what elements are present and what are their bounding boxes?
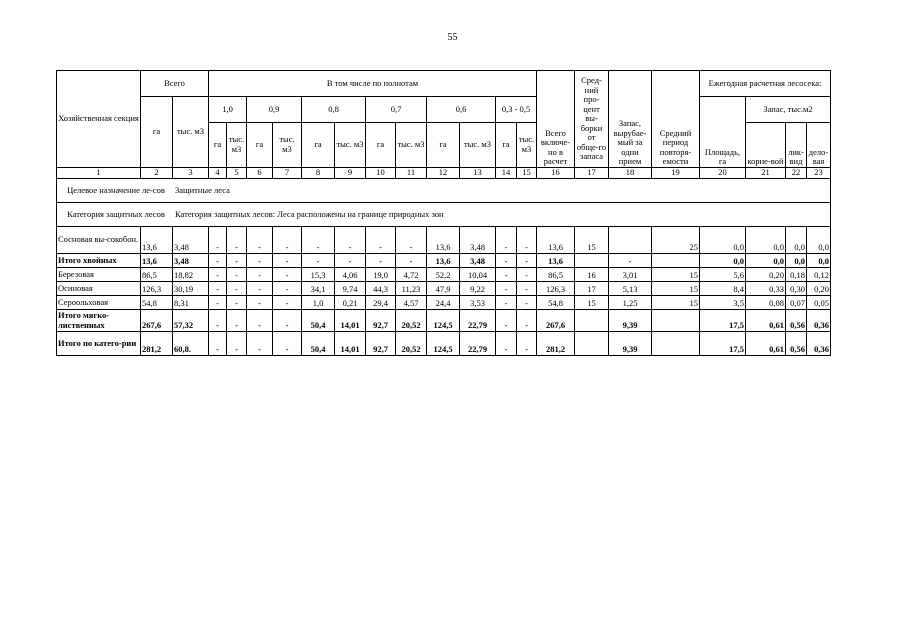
table-cell: 86,5 <box>141 268 173 282</box>
table-cell: - <box>496 310 517 332</box>
header-liquid: лик-вид <box>786 123 807 168</box>
table-cell: - <box>517 332 537 356</box>
row-name: Березовая <box>57 268 141 282</box>
table-cell: - <box>209 282 227 296</box>
table-cell: 0,0 <box>807 227 831 254</box>
table-cell: 3,48 <box>460 254 496 268</box>
table-cell: - <box>247 310 273 332</box>
table-cell: 4,57 <box>396 296 427 310</box>
header-business: дело-вая <box>807 123 831 168</box>
table-cell: 3,48 <box>173 227 209 254</box>
row-name: Итого по катего-рии <box>57 332 141 356</box>
table-cell: - <box>302 254 335 268</box>
table-cell: - <box>247 254 273 268</box>
column-number-row <box>57 168 831 179</box>
table-cell: 10,04 <box>460 268 496 282</box>
table-cell: 15 <box>575 296 609 310</box>
column-number: 1 <box>57 168 141 179</box>
table-cell: 17,5 <box>700 310 746 332</box>
table-cell: 8,4 <box>700 282 746 296</box>
table-cell: 15,3 <box>302 268 335 282</box>
table-cell: - <box>209 296 227 310</box>
table-cell: 0,0 <box>746 227 786 254</box>
table-cell: 0,07 <box>786 296 807 310</box>
column-number: 20 <box>700 168 746 179</box>
table-cell: 0,12 <box>807 268 831 282</box>
table-cell: 54,8 <box>537 296 575 310</box>
purpose-label: Целевое назначение ле-сов <box>67 184 165 195</box>
table-cell: 0,30 <box>786 282 807 296</box>
table-cell: 0,0 <box>746 254 786 268</box>
table-cell: - <box>517 268 537 282</box>
table-cell: 0,56 <box>786 332 807 356</box>
table-cell: 86,5 <box>537 268 575 282</box>
table-cell: - <box>209 227 227 254</box>
table-cell: 0,36 <box>807 310 831 332</box>
header-total-included: Всего включе-но в расчет <box>537 71 575 168</box>
table-cell: 3,48 <box>460 227 496 254</box>
table-cell: - <box>496 296 517 310</box>
table-cell: - <box>209 310 227 332</box>
table-cell: - <box>227 268 247 282</box>
table-cell: 13,6 <box>141 254 173 268</box>
column-number: 14 <box>496 168 517 179</box>
header-d1-m3: тыс. м3 <box>227 123 247 168</box>
column-number: 15 <box>517 168 537 179</box>
table-cell: 126,3 <box>537 282 575 296</box>
table-cell: - <box>496 227 517 254</box>
table-cell: 0,33 <box>746 282 786 296</box>
page-number: 55 <box>447 32 458 43</box>
column-number: 19 <box>652 168 700 179</box>
table-cell: 22,79 <box>460 332 496 356</box>
table-cell: 3,5 <box>700 296 746 310</box>
table-row <box>57 332 831 356</box>
header-stock: Запас, тыс.м2 <box>746 97 831 123</box>
table-cell: 0,36 <box>807 332 831 356</box>
row-name: Осиновая <box>57 282 141 296</box>
table-cell: - <box>227 296 247 310</box>
table-cell <box>652 310 700 332</box>
table-cell <box>575 310 609 332</box>
table-cell: 0,18 <box>786 268 807 282</box>
table-cell: - <box>209 268 227 282</box>
table-cell: 11,23 <box>396 282 427 296</box>
table-cell: - <box>517 227 537 254</box>
row-name: Сосновая вы-сокобон. <box>57 227 141 254</box>
table-cell: 9,39 <box>609 332 652 356</box>
table-cell: - <box>366 254 396 268</box>
header-d5-ha: га <box>427 123 460 168</box>
table-cell: 15 <box>575 227 609 254</box>
table-cell: 13,6 <box>537 227 575 254</box>
table-cell: 9,22 <box>460 282 496 296</box>
column-number: 13 <box>460 168 496 179</box>
table-cell: - <box>273 282 302 296</box>
column-number: 11 <box>396 168 427 179</box>
table-cell: - <box>609 254 652 268</box>
table-cell: 281,2 <box>141 332 173 356</box>
column-number: 17 <box>575 168 609 179</box>
table-cell: 47,9 <box>427 282 460 296</box>
table-cell: 5,13 <box>609 282 652 296</box>
table-cell: - <box>247 296 273 310</box>
table-row <box>57 254 831 268</box>
table-cell: 14,01 <box>335 332 366 356</box>
header-d4-m3: тыс. м3 <box>396 123 427 168</box>
table-cell: 15 <box>652 296 700 310</box>
table-cell: 281,2 <box>537 332 575 356</box>
table-cell: - <box>247 227 273 254</box>
table-row <box>57 310 831 332</box>
header-density-6: 0,3 - 0,5 <box>496 97 537 123</box>
column-number: 7 <box>273 168 302 179</box>
header-total: Всего <box>141 71 209 97</box>
table-cell: 0,0 <box>700 254 746 268</box>
header-d2-m3: тыс. м3 <box>273 123 302 168</box>
table-cell: 92,7 <box>366 332 396 356</box>
table-row <box>57 282 831 296</box>
table-cell: 0,0 <box>807 254 831 268</box>
column-number: 21 <box>746 168 786 179</box>
table-cell: 8,31 <box>173 296 209 310</box>
table-cell: 15 <box>652 268 700 282</box>
table-cell: 0,61 <box>746 332 786 356</box>
table-cell: 0,0 <box>786 254 807 268</box>
table-cell: - <box>396 227 427 254</box>
header-d1-ha: га <box>209 123 227 168</box>
header-section: Хозяйственная секция <box>57 71 141 168</box>
table-cell: - <box>335 227 366 254</box>
table-cell: 124,5 <box>427 332 460 356</box>
table-cell: - <box>517 282 537 296</box>
column-number: 16 <box>537 168 575 179</box>
header-avg-period: Средний период повторя-емости <box>652 71 700 168</box>
table-cell: 0,05 <box>807 296 831 310</box>
purpose-row <box>57 179 831 203</box>
table-cell: 9,74 <box>335 282 366 296</box>
table-cell: - <box>496 268 517 282</box>
category-value: Категория защитных лесов: Леса расположены на границе природных зон <box>175 208 444 219</box>
table-cell: 1,25 <box>609 296 652 310</box>
header-d3-ha: га <box>302 123 335 168</box>
table-cell <box>609 227 652 254</box>
table-cell: 126,3 <box>141 282 173 296</box>
header-d5-m3: тыс. м3 <box>460 123 496 168</box>
table-row <box>57 268 831 282</box>
table-cell: 60,8. <box>173 332 209 356</box>
table-cell: - <box>273 268 302 282</box>
header-stock-cut: Запас, вырубае-мый за одни прием <box>609 71 652 168</box>
header-total-ha: га <box>141 97 173 168</box>
table-cell: 34,1 <box>302 282 335 296</box>
table-cell: 50,4 <box>302 332 335 356</box>
table-cell: 30,19 <box>173 282 209 296</box>
table-cell: 0,08 <box>746 296 786 310</box>
header-root: корне-вой <box>746 123 786 168</box>
table-cell: 13,6 <box>427 254 460 268</box>
table-cell: - <box>517 254 537 268</box>
column-number: 10 <box>366 168 396 179</box>
table-cell: 17,5 <box>700 332 746 356</box>
table-cell: 4,06 <box>335 268 366 282</box>
header-density-5: 0,6 <box>427 97 496 123</box>
header-total-m3: тыс. м3 <box>173 97 209 168</box>
table-cell: 57,32 <box>173 310 209 332</box>
table-cell: 267,6 <box>537 310 575 332</box>
table-cell: 124,5 <box>427 310 460 332</box>
table-cell: - <box>366 227 396 254</box>
column-number: 18 <box>609 168 652 179</box>
table-cell <box>652 332 700 356</box>
table-cell: - <box>273 227 302 254</box>
table-cell: 13,6 <box>537 254 575 268</box>
table-cell: - <box>227 282 247 296</box>
column-number: 6 <box>247 168 273 179</box>
row-name: Сероольховая <box>57 296 141 310</box>
column-number: 3 <box>173 168 209 179</box>
table-cell: 20,52 <box>396 310 427 332</box>
table-cell: 25 <box>652 227 700 254</box>
table-cell: 9,39 <box>609 310 652 332</box>
table-cell: - <box>496 282 517 296</box>
header-density-2: 0,9 <box>247 97 302 123</box>
table-cell <box>652 254 700 268</box>
table-cell: 17 <box>575 282 609 296</box>
header-d6-m3: тыс. м3 <box>517 123 537 168</box>
column-number: 5 <box>227 168 247 179</box>
column-number: 4 <box>209 168 227 179</box>
table-cell: - <box>335 254 366 268</box>
table-cell: 22,79 <box>460 310 496 332</box>
table-cell: 0,20 <box>807 282 831 296</box>
table-cell: 15 <box>652 282 700 296</box>
column-number: 8 <box>302 168 335 179</box>
table-cell: - <box>227 254 247 268</box>
header-avg-cut-pct: Сред-ний про-цент вы-борки от обще-го запаса <box>575 71 609 168</box>
table-cell: - <box>517 310 537 332</box>
table-cell: 50,4 <box>302 310 335 332</box>
table-cell: - <box>247 332 273 356</box>
table-cell <box>575 254 609 268</box>
table-cell: 3,53 <box>460 296 496 310</box>
table-cell: 0,21 <box>335 296 366 310</box>
table-cell: 5,6 <box>700 268 746 282</box>
table-cell: - <box>273 310 302 332</box>
table-cell: - <box>209 254 227 268</box>
table-cell: 20,52 <box>396 332 427 356</box>
table-row <box>57 227 831 254</box>
table-cell <box>575 332 609 356</box>
table-cell: 18,82 <box>173 268 209 282</box>
table-cell: - <box>496 254 517 268</box>
column-number: 23 <box>807 168 831 179</box>
table-cell: 0,20 <box>746 268 786 282</box>
table-cell: - <box>227 332 247 356</box>
table-cell: 44,3 <box>366 282 396 296</box>
table-cell: 3,01 <box>609 268 652 282</box>
column-number: 12 <box>427 168 460 179</box>
header-incl-by-density: В том числе по полнотам <box>209 71 537 97</box>
column-number: 22 <box>786 168 807 179</box>
purpose-value: Защитные леса <box>175 184 230 195</box>
table-cell: - <box>273 296 302 310</box>
table-cell: - <box>396 254 427 268</box>
table-cell: - <box>496 332 517 356</box>
header-density-1: 1,0 <box>209 97 247 123</box>
table-cell: 0,56 <box>786 310 807 332</box>
table-cell: 16 <box>575 268 609 282</box>
table-cell: 24,4 <box>427 296 460 310</box>
header-area-ha: Площадь, га <box>700 97 746 168</box>
category-row <box>57 203 831 227</box>
table-cell: 54,8 <box>141 296 173 310</box>
forest-cutting-table <box>56 70 831 356</box>
table-cell: - <box>247 282 273 296</box>
table-cell: 0,0 <box>786 227 807 254</box>
table-cell: 4,72 <box>396 268 427 282</box>
header-d4-ha: га <box>366 123 396 168</box>
row-name: Итого хвойных <box>57 254 141 268</box>
table-cell: - <box>273 332 302 356</box>
table-cell: - <box>302 227 335 254</box>
table-cell: 19,0 <box>366 268 396 282</box>
table-cell: 52,2 <box>427 268 460 282</box>
table-cell: 92,7 <box>366 310 396 332</box>
table-cell: - <box>247 268 273 282</box>
header-density-4: 0,7 <box>366 97 427 123</box>
row-name: Итого мягко-лиственных <box>57 310 141 332</box>
table-cell: 267,6 <box>141 310 173 332</box>
table-cell: - <box>273 254 302 268</box>
column-number: 9 <box>335 168 366 179</box>
column-number: 2 <box>141 168 173 179</box>
table-cell: 29,4 <box>366 296 396 310</box>
table-cell: 14,01 <box>335 310 366 332</box>
header-d6-ha: га <box>496 123 517 168</box>
table-cell: 0,0 <box>700 227 746 254</box>
category-label: Категория защитных лесов <box>67 208 165 219</box>
table-cell: - <box>227 227 247 254</box>
table-cell: 13,6 <box>141 227 173 254</box>
table-cell: - <box>209 332 227 356</box>
header-d3-m3: тыс. м3 <box>335 123 366 168</box>
table-cell: 1,0 <box>302 296 335 310</box>
table-cell: 0,61 <box>746 310 786 332</box>
header-density-3: 0,8 <box>302 97 366 123</box>
header-d2-ha: га <box>247 123 273 168</box>
header-annual-cut: Ежегодная расчетная лесосека: <box>700 71 831 97</box>
table-cell: 13,6 <box>427 227 460 254</box>
table-cell: - <box>517 296 537 310</box>
table-cell: - <box>227 310 247 332</box>
table-cell: 3,48 <box>173 254 209 268</box>
table-row <box>57 296 831 310</box>
